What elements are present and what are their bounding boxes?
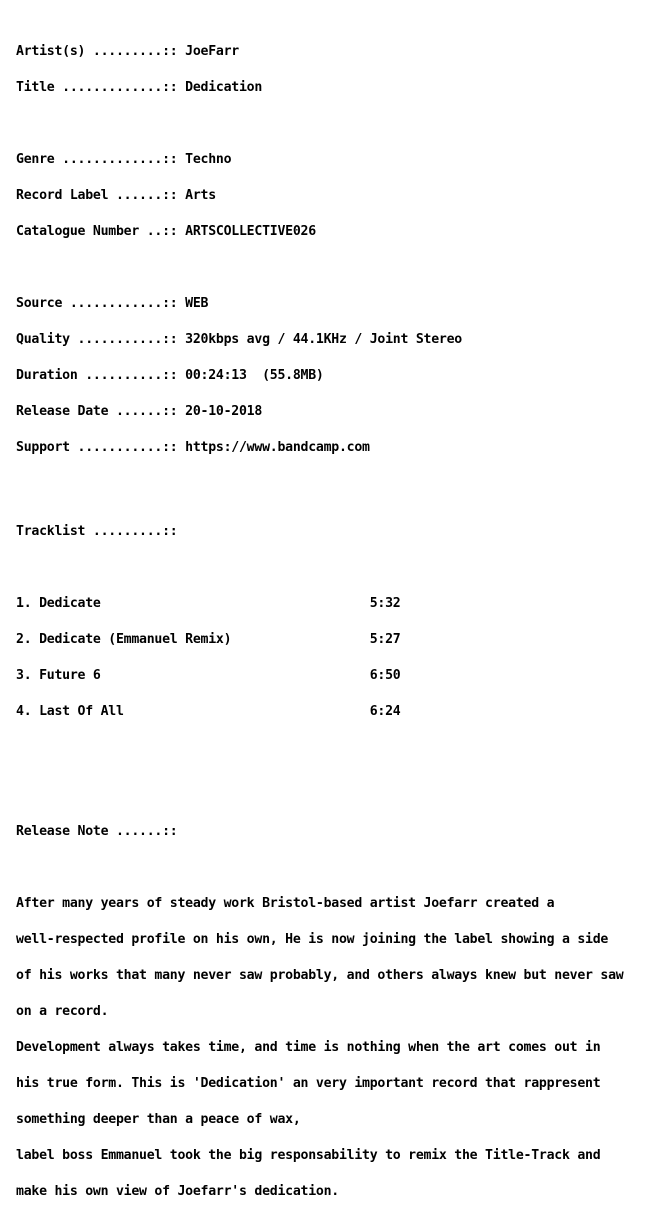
release-note-line: After many years of steady work Bristol-based artist Joefarr created a [16, 896, 555, 911]
track-row: 4. Last Of All 6:24 [16, 704, 401, 719]
spacer [16, 262, 656, 274]
catalogue-number-line: Catalogue Number ..:: ARTSCOLLECTIVE026 [16, 224, 316, 239]
quality-line: Quality ...........:: 320kbps avg / 44.1KHz / Joint Stereo [16, 332, 462, 347]
release-note-line: his true form. This is 'Dedication' an very important record that rappresent [16, 1076, 601, 1091]
nfo-text-block [16, 22, 656, 1210]
spacer [16, 862, 656, 874]
artist-line: Artist(s) .........:: JoeFarr [16, 44, 239, 59]
release-note-line: well-respected profile on his own, He is now joining the label showing a side [16, 932, 609, 947]
spacer [16, 118, 656, 130]
title-line: Title .............:: Dedication [16, 80, 263, 95]
track-row: 3. Future 6 6:50 [16, 668, 401, 683]
track-row: 1. Dedicate 5:32 [16, 596, 401, 611]
support-line: Support ...........:: https://www.bandcamp.com [16, 440, 370, 455]
release-note-line: label boss Emmanuel took the big responsability to remix the Title-Track and [16, 1148, 601, 1163]
release-note-line: make his own view of Joefarr's dedication. [16, 1184, 339, 1199]
release-date-line: Release Date ......:: 20-10-2018 [16, 404, 263, 419]
spacer [16, 562, 656, 574]
genre-line: Genre .............:: Techno [16, 152, 232, 167]
spacer [16, 478, 656, 502]
spacer [16, 790, 656, 802]
duration-line: Duration ..........:: 00:24:13 (55.8MB) [16, 368, 324, 383]
record-label-line: Record Label ......:: Arts [16, 188, 216, 203]
spacer [16, 742, 656, 766]
release-note-line: of his works that many never saw probably, and others always knew but never saw [16, 968, 624, 983]
release-note-line: something deeper than a peace of wax, [16, 1112, 301, 1127]
track-row: 2. Dedicate (Emmanuel Remix) 5:27 [16, 632, 401, 647]
release-note-line: on a record. [16, 1004, 109, 1019]
release-note-heading: Release Note ......:: [16, 824, 178, 839]
tracklist-heading: Tracklist .........:: [16, 524, 178, 539]
source-line: Source ............:: WEB [16, 296, 209, 311]
release-note-line: Development always takes time, and time is nothing when the art comes out in [16, 1040, 601, 1055]
